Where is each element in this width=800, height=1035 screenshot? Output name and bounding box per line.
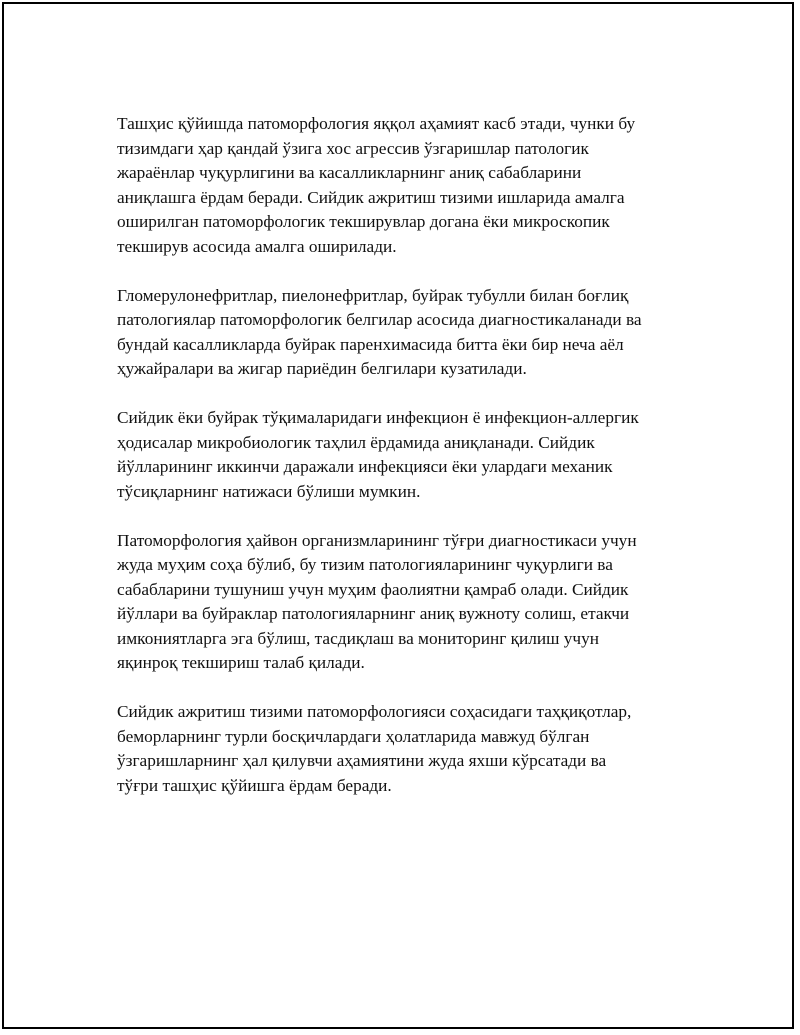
paragraph-5: Сийдик ажритиш тизими патоморфологияси соҳасидаги таҳқиқотлар, беморларнинг турли босқичлардаги ҳолатларида мавжуд бўлган ўзгаришларнинг ҳал қилувчи аҳамиятини жуда яхши кўрсатади ва тўғри ташҳис қўйишга ёрдам беради. xyxy=(117,702,632,795)
paragraph-2: Гломерулонефритлар, пиелонефритлар, буйрак тубулли билан боғлиқ патологиялар патоморфологик белгилар асосида диагностикаланади ва бундай касалликларда буйрак паренхимасида битта ёки бир неча аёл ҳужайралари ва жигар париёдин белгилари кузатилади. xyxy=(117,285,642,378)
document-body xyxy=(117,112,697,823)
paragraph-1: Ташҳис қўйишда патоморфология яққол аҳамият касб этади, чунки бу тизимдаги ҳар қандай ўзига хос агрессив ўзгаришлар патологик жараёнлар чуқурлигини ва касалликларнинг аниқ сабабларини аниқлашга ёрдам беради. Сийдик ажритиш тизими ишларида амалга оширилган патоморфологик текширувлар догана ёки микроскопик текширув асосида амалга оширилади. xyxy=(117,114,636,256)
paragraph-4: Патоморфология ҳайвон организмларининг тўғри диагностикаси учун жуда муҳим соҳа бўлиб, бу тизим патологияларининг чуқурлиги ва сабабларини тушуниш учун муҳим фаолиятни қамраб олади. Сийдик йўллари ва буйраклар патологияларнинг аниқ вужноту солиш, етакчи имкониятларга эга бўлиш, тасдиқлаш ва мониторинг қилиш учун яқинроқ текшириш талаб қилади. xyxy=(117,530,637,672)
paragraph-3: Сийдик ёки буйрак тўқималаридаги инфекцион ё инфекцион-аллергик ҳодисалар микробиологик таҳлил ёрдамида аниқланади. Сийдик йўлларининг иккинчи даражали инфекцияси ёки улардаги механик тўсиқларнинг натижаси бўлиши мумкин. xyxy=(117,408,639,501)
